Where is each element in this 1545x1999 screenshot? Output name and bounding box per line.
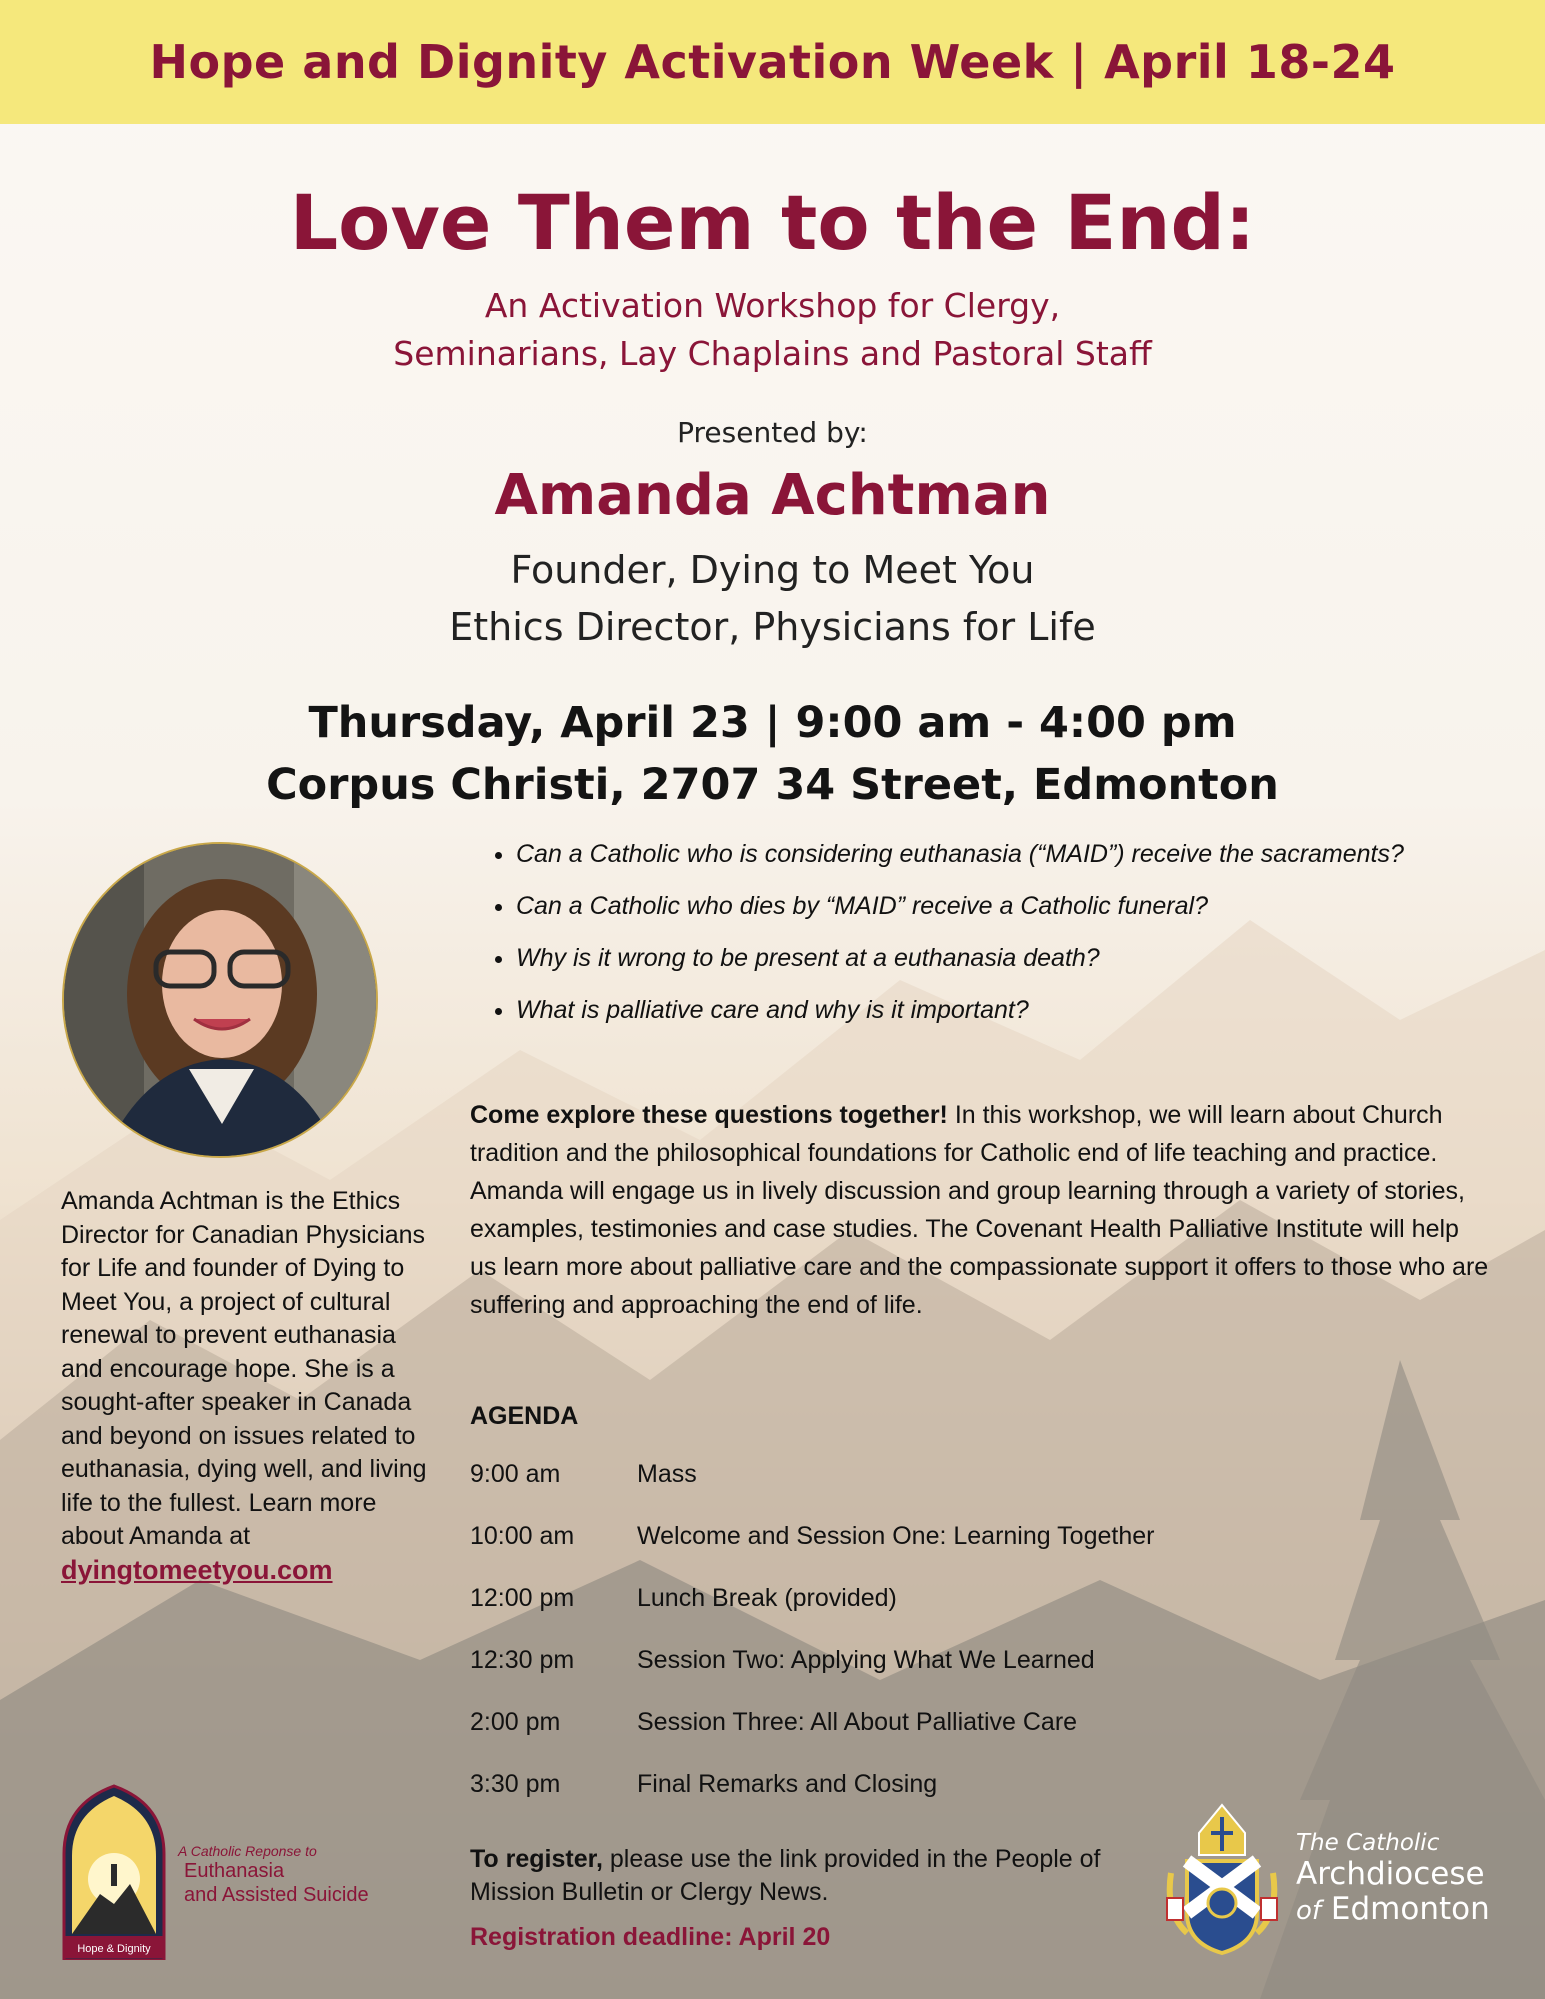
- hope-logo-text: [178, 1843, 369, 1907]
- hope-logo-tagline: A Catholic Reponse to: [178, 1843, 317, 1859]
- hope-dignity-logo-icon: [60, 1784, 168, 1960]
- agenda-heading: AGENDA: [470, 1402, 579, 1430]
- agenda-item: Mass: [637, 1460, 697, 1488]
- hope-logo-badge: Hope & Dignity: [77, 1943, 151, 1955]
- archdiocese-logo-text: [1296, 1830, 1490, 1928]
- hope-logo-line-2: and Assisted Suicide: [184, 1884, 369, 1906]
- agenda-row: [470, 1646, 1370, 1708]
- registration-deadline: Registration deadline: April 20: [470, 1923, 831, 1951]
- agenda-time: 3:30 pm: [470, 1770, 561, 1798]
- agenda-item: Final Remarks and Closing: [637, 1770, 938, 1798]
- register-lead: To register,: [470, 1845, 603, 1873]
- register-text: please use the link provided in the People of Mission Bulletin or Clergy News.: [470, 1845, 1101, 1906]
- question-item: • What is palliative care and why is it important?: [516, 994, 1416, 1027]
- discussion-questions: [470, 838, 1416, 1046]
- agenda-item: Welcome and Session One: Learning Together: [637, 1522, 1155, 1550]
- agenda-time: 2:00 pm: [470, 1708, 561, 1736]
- archdiocese-crest-icon: [1163, 1803, 1281, 1963]
- registration-info: [470, 1843, 1170, 1909]
- agenda-row: [470, 1584, 1370, 1646]
- subtitle-line-1: An Activation Workshop for Clergy,: [484, 286, 1061, 325]
- agenda-time: 12:00 pm: [470, 1584, 575, 1612]
- agenda-list: [470, 1460, 1370, 1832]
- agenda-time: 10:00 am: [470, 1522, 575, 1550]
- archdiocese-line-2: Archdiocese: [1296, 1856, 1485, 1892]
- agenda-item: Lunch Break (provided): [637, 1584, 897, 1612]
- presenter-photo: [62, 842, 378, 1158]
- archdiocese-of: of: [1296, 1896, 1322, 1926]
- presenter-name: Amanda Achtman: [494, 463, 1051, 528]
- presenter-role-1: Founder, Dying to Meet You: [510, 548, 1035, 592]
- description-text: In this workshop, we will learn about Church tradition and the philosophical foundations for Catholic end of life teaching and practice. Amanda will engage us in lively discussion and group learning through a variety of stories, examples, testimonies and case studies. The Covenant Health Palliative Institute will help us learn more about palliative care and the compassionate support it offers to those who are suffering and approaching the end of life.: [470, 1101, 1489, 1319]
- agenda-time: 9:00 am: [470, 1460, 561, 1488]
- workshop-description: [470, 1096, 1490, 1324]
- question-item: • Why is it wrong to be present at a euthanasia death?: [516, 942, 1416, 975]
- workshop-title: Love Them to the End:: [289, 178, 1256, 267]
- agenda-row: [470, 1522, 1370, 1584]
- hope-logo-line-1: Euthanasia: [184, 1860, 285, 1882]
- agenda-item: Session Two: Applying What We Learned: [637, 1646, 1095, 1674]
- agenda-time: 12:30 pm: [470, 1646, 575, 1674]
- bio-text: Amanda Achtman is the Ethics Director for Canadian Physicians for Life and founder of Dying to Meet You, a project of cultural renewal to prevent euthanasia and encourage hope. She is a sought-after speaker in Canada and beyond on issues related to euthanasia, dying well, and living life to the fullest. Learn more about Amanda at: [61, 1187, 427, 1550]
- presented-by-label: Presented by:: [677, 416, 868, 449]
- workshop-subtitle: [0, 282, 1545, 378]
- question-item: • Can a Catholic who is considering euthanasia (“MAID”) receive the sacraments?: [516, 838, 1416, 871]
- website-link[interactable]: dyingtomeetyou.com: [61, 1554, 333, 1585]
- event-week-banner: [0, 0, 1545, 124]
- question-item: • Can a Catholic who dies by “MAID” receive a Catholic funeral?: [516, 890, 1416, 923]
- presenter-role-2: Ethics Director, Physicians for Life: [449, 605, 1096, 649]
- event-details: [0, 692, 1545, 816]
- description-lead: Come explore these questions together!: [470, 1101, 948, 1129]
- event-location: Corpus Christi, 2707 34 Street, Edmonton: [266, 760, 1279, 810]
- archdiocese-city: Edmonton: [1330, 1891, 1490, 1927]
- portrait-illustration: [64, 844, 376, 1156]
- subtitle-line-2: Seminarians, Lay Chaplains and Pastoral Staff: [393, 334, 1152, 373]
- banner-text: Hope and Dignity Activation Week | April 18-24: [149, 35, 1396, 89]
- agenda-row: [470, 1708, 1370, 1770]
- agenda-item: Session Three: All About Palliative Care: [637, 1708, 1078, 1736]
- presenter-bio: [61, 1185, 431, 1587]
- archdiocese-line-1: The Catholic: [1296, 1830, 1440, 1856]
- event-datetime: Thursday, April 23 | 9:00 am - 4:00 pm: [308, 698, 1237, 748]
- presenter-roles: [0, 542, 1545, 656]
- agenda-row: [470, 1460, 1370, 1522]
- archdiocese-line-3: [1296, 1892, 1490, 1928]
